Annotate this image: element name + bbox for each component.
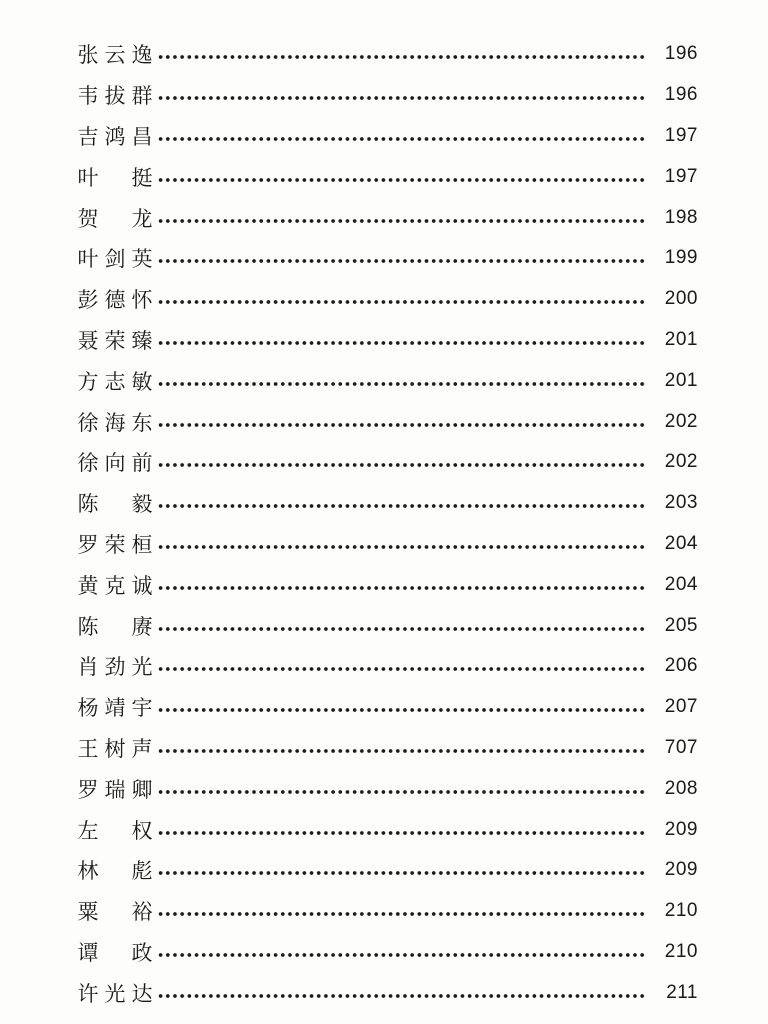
toc-entry-page-number: 197: [664, 165, 698, 187]
toc-entry: [76, 75, 698, 116]
toc-entry-name: 方 志 敏: [77, 369, 153, 394]
toc-entry-name: 徐 海 东: [77, 410, 153, 435]
toc-entry: [76, 197, 698, 238]
toc-entry-page-number: 207: [664, 696, 698, 718]
toc-entry-name: 韦 拔 群: [77, 84, 153, 109]
toc-entry-page-number: 204: [664, 532, 698, 554]
toc-entry-page-number: 210: [664, 900, 698, 922]
dot-leader: [157, 871, 646, 875]
toc-entry-page-number: 196: [664, 43, 698, 65]
toc-entry: [76, 972, 698, 1013]
toc-entry-page-number: 201: [664, 369, 698, 391]
dot-leader: [157, 831, 646, 835]
toc-entry-page-number: 204: [664, 573, 698, 595]
toc-entry-page-number: 196: [664, 84, 698, 106]
toc-entry-name: 杨 靖 宇: [77, 696, 153, 721]
dot-leader: [157, 259, 646, 263]
toc-entry-name: 张 云 逸: [77, 43, 153, 68]
dot-leader: [157, 55, 646, 59]
dot-leader: [157, 994, 646, 998]
toc-entry-name: 黄 克 诚: [77, 573, 153, 598]
dot-leader: [157, 912, 646, 916]
toc-entry-name: 叶 挺: [77, 165, 153, 190]
dot-leader: [157, 708, 646, 712]
toc-entry-page-number: 197: [664, 124, 698, 146]
dot-leader: [157, 300, 646, 304]
toc-entry-page-number: 199: [664, 247, 698, 269]
toc-entry-page-number: 200: [664, 288, 698, 310]
toc-entry-page-number: 202: [664, 410, 698, 432]
toc-entry-page-number: 205: [664, 614, 698, 636]
toc-entry: [76, 34, 698, 75]
toc-entry-name: 罗 瑞 卿: [77, 777, 153, 802]
toc-entry-page-number: 211: [666, 981, 698, 1003]
dot-leader: [157, 953, 646, 957]
toc-entry: [76, 564, 698, 605]
toc-entry-page-number: 210: [664, 940, 698, 962]
toc-entry-name: 左 权: [77, 818, 153, 843]
toc-entry: [76, 687, 698, 728]
toc-entry: [76, 809, 698, 850]
toc-entry: [76, 156, 698, 197]
dot-leader: [157, 545, 646, 549]
table-of-contents: [76, 34, 698, 1013]
toc-entry-page-number: 209: [664, 818, 698, 840]
dot-leader: [157, 749, 646, 753]
dot-leader: [157, 137, 646, 141]
dot-leader: [157, 178, 646, 182]
toc-entry: [76, 646, 698, 687]
toc-entry-name: 吉 鸿 昌: [77, 124, 153, 149]
dot-leader: [157, 341, 646, 345]
toc-entry: [76, 320, 698, 361]
toc-entry: [76, 850, 698, 891]
toc-entry: [76, 238, 698, 279]
dot-leader: [157, 382, 646, 386]
toc-entry: [76, 524, 698, 565]
toc-entry: [76, 605, 698, 646]
toc-entry: [76, 483, 698, 524]
toc-entry-name: 彭 德 怀: [77, 288, 153, 313]
toc-entry: [76, 442, 698, 483]
toc-entry-page-number: 198: [664, 206, 698, 228]
dot-leader: [157, 627, 646, 631]
toc-entry: [76, 401, 698, 442]
dot-leader: [157, 423, 646, 427]
toc-entry-name: 叶 剑 英: [77, 247, 153, 272]
toc-entry-name: 王 树 声: [77, 736, 153, 761]
dot-leader: [157, 667, 646, 671]
dot-leader: [157, 586, 646, 590]
toc-entry: [76, 932, 698, 973]
dot-leader: [157, 463, 646, 467]
toc-entry-name: 谭 政: [77, 940, 153, 965]
toc-entry-page-number: 707: [664, 736, 698, 758]
toc-entry-name: 林 彪: [77, 859, 153, 884]
dot-leader: [157, 790, 646, 794]
toc-entry-page-number: 203: [664, 492, 698, 514]
toc-entry-name: 贺 龙: [77, 206, 153, 231]
toc-entry-name: 徐 向 前: [77, 451, 153, 476]
toc-entry: [76, 728, 698, 769]
toc-entry-page-number: 202: [664, 451, 698, 473]
dot-leader: [157, 504, 646, 508]
toc-entry-name: 陈 毅: [77, 492, 153, 517]
dot-leader: [157, 219, 646, 223]
toc-entry-name: 罗 荣 桓: [77, 532, 153, 557]
toc-entry-name: 肖 劲 光: [77, 655, 153, 680]
toc-entry: [76, 360, 698, 401]
toc-entry: [76, 279, 698, 320]
toc-entry: [76, 891, 698, 932]
toc-entry-page-number: 208: [664, 777, 698, 799]
toc-entry-name: 聂 荣 臻: [77, 328, 153, 353]
toc-entry: [76, 768, 698, 809]
toc-entry-name: 许 光 达: [77, 981, 153, 1006]
toc-entry-page-number: 206: [664, 655, 698, 677]
toc-entry: [76, 116, 698, 157]
dot-leader: [157, 96, 646, 100]
toc-entry-name: 粟 裕: [77, 900, 153, 925]
toc-entry-page-number: 209: [664, 859, 698, 881]
toc-entry-name: 陈 赓: [77, 614, 153, 639]
toc-entry-page-number: 201: [664, 328, 698, 350]
